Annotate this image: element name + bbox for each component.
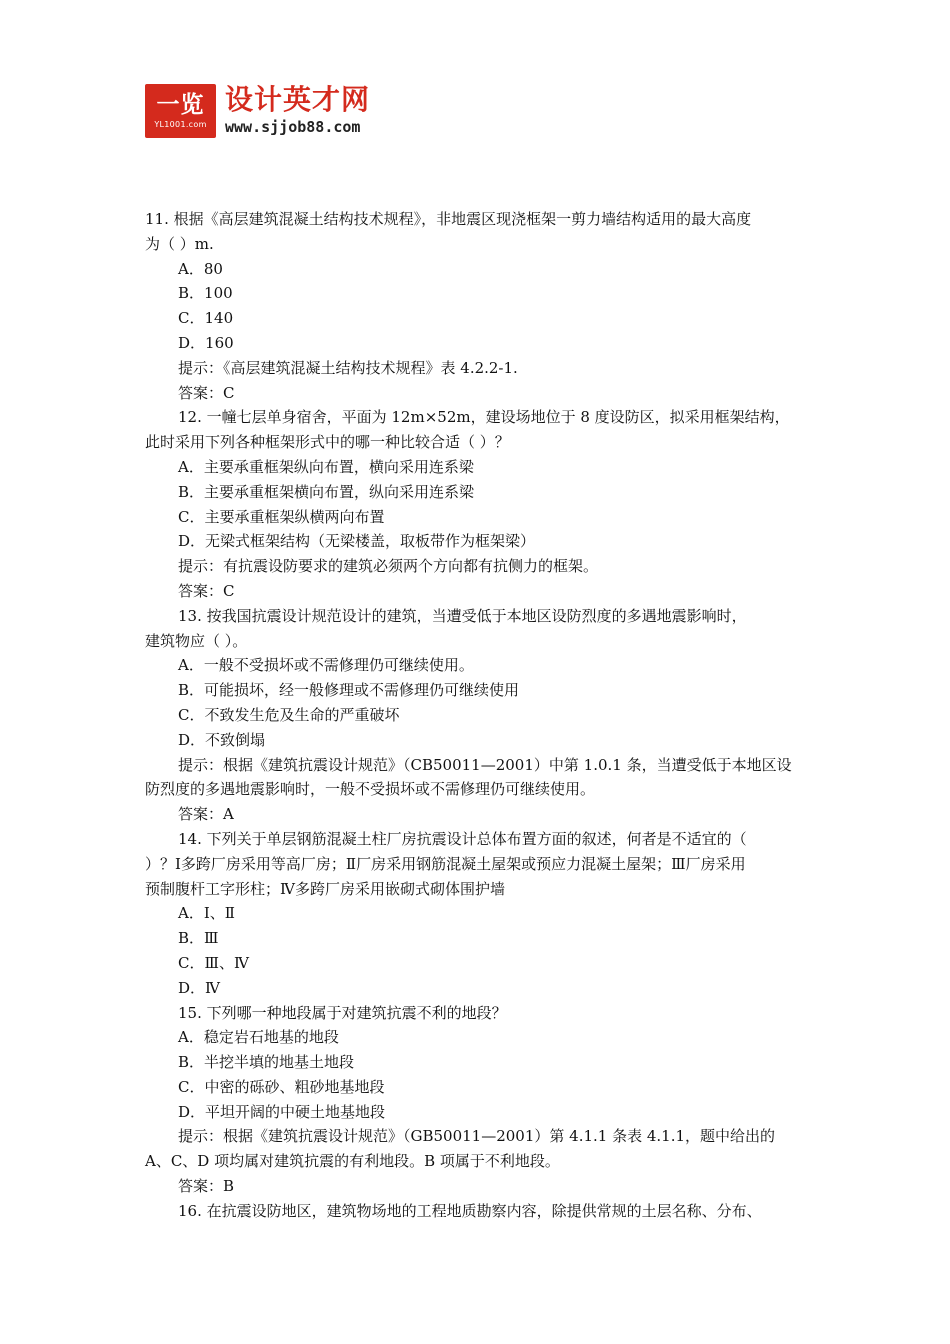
text-line: C．不致发生危及生命的严重破坏 bbox=[178, 705, 400, 724]
text-line: A．Ⅰ、Ⅱ bbox=[178, 904, 235, 923]
text-line: 答案：C bbox=[178, 383, 235, 402]
text-line: B．100 bbox=[178, 284, 233, 303]
text-line: 此时采用下列各种框架形式中的哪一种比较合适（ ）？ bbox=[145, 433, 510, 452]
text-line: A．主要承重框架纵向布置，横向采用连系梁 bbox=[178, 457, 474, 476]
logo-badge-text: 一览 bbox=[156, 92, 205, 118]
logo-badge bbox=[145, 84, 216, 138]
text-line: B．半挖半填的地基土地段 bbox=[178, 1053, 355, 1072]
text-line: C．140 bbox=[178, 309, 234, 328]
text-line: 答案：A bbox=[178, 805, 234, 824]
text-line: 11. 根据《高层建筑混凝土结构技术规程》，非地震区现浇框架一剪力墙结构适用的最大高度 bbox=[145, 210, 752, 228]
text-line: D．不致倒塌 bbox=[178, 730, 266, 749]
brand-url: www.sjjob88.com bbox=[225, 118, 361, 136]
text-line: D．160 bbox=[178, 333, 234, 352]
text-line: ）？Ⅰ多跨厂房采用等高厂房；Ⅱ厂房采用钢筋混凝土屋架或预应力混凝土屋架；Ⅲ厂房采用 bbox=[145, 854, 746, 873]
text-line: C．主要承重框架纵横两向布置 bbox=[178, 507, 385, 526]
text-line: B．可能损坏，经一般修理或不需修理仍可继续使用 bbox=[178, 681, 520, 700]
text-line: 防烈度的多遇地震影响时，一般不受损坏或不需修理仍可继续使用。 bbox=[145, 780, 596, 799]
text-line: 14. 下列关于单层钢筋混凝土柱厂房抗震设计总体布置方面的叙述，何者是不适宜的（ bbox=[178, 829, 747, 848]
text-line: A．一般不受损坏或不需修理仍可继续使用。 bbox=[178, 656, 474, 675]
text-line: 预制腹杆工字形柱；Ⅳ多跨厂房采用嵌砌式砌体围护墙 bbox=[145, 879, 505, 898]
text-line: D．Ⅳ bbox=[178, 978, 221, 997]
text-line: 提示：根据《建筑抗震设计规范》（GB50011—2001）第 4.1.1 条表 4.1.1，题中给出的 bbox=[178, 1127, 776, 1146]
text-line: 提示：根据《建筑抗震设计规范》（CB50011—2001）中第 1.0.1 条，当遭受低于本地区设 bbox=[178, 755, 792, 774]
text-line: 13. 按我国抗震设计规范设计的建筑，当遭受低于本地区设防烈度的多遇地震影响时， bbox=[178, 606, 747, 625]
text-line: 答案：C bbox=[178, 581, 235, 600]
brand-name: 设计英才网 bbox=[225, 83, 371, 116]
text-line: D．无梁式框架结构（无梁楼盖，取板带作为框架梁） bbox=[178, 532, 536, 551]
text-line: 提示：《高层建筑混凝土结构技术规程》表 4.2.2-1. bbox=[178, 358, 518, 377]
logo-badge-subtext: YL1001.com bbox=[154, 120, 207, 129]
text-line: A．80 bbox=[178, 259, 223, 278]
text-line: 16. 在抗震设防地区，建筑物场地的工程地质勘察内容，除提供常规的土层名称、分布、 bbox=[178, 1201, 762, 1220]
text-line: 答案：B bbox=[178, 1177, 235, 1196]
text-line: C．中密的砾砂、粗砂地基地段 bbox=[178, 1077, 385, 1096]
text-line: A．稳定岩石地基的地段 bbox=[178, 1028, 339, 1047]
text-line: 建筑物应（ ）。 bbox=[145, 631, 248, 650]
text-line: 提示：有抗震设防要求的建筑必须两个方向都有抗侧力的框架。 bbox=[178, 557, 599, 576]
text-line: C．Ⅲ、Ⅳ bbox=[178, 953, 249, 972]
text-line: 12. 一幢七层单身宿舍，平面为 12m×52m，建设场地位于 8 度设防区，拟采用框架结构， bbox=[178, 408, 790, 427]
text-line: 15. 下列哪一种地段属于对建筑抗震不利的地段？ bbox=[178, 1003, 507, 1022]
text-line: B．Ⅲ bbox=[178, 929, 219, 948]
text-line: 为（ ）m. bbox=[145, 234, 214, 253]
document-body bbox=[145, 207, 810, 1224]
site-header bbox=[145, 84, 445, 138]
text-line: D．平坦开阔的中硬土地基地段 bbox=[178, 1102, 386, 1121]
text-line: A、C、D 项均属对建筑抗震的有利地段。B 项属于不利地段。 bbox=[145, 1152, 560, 1171]
text-line: B．主要承重框架横向布置，纵向采用连系梁 bbox=[178, 482, 475, 501]
